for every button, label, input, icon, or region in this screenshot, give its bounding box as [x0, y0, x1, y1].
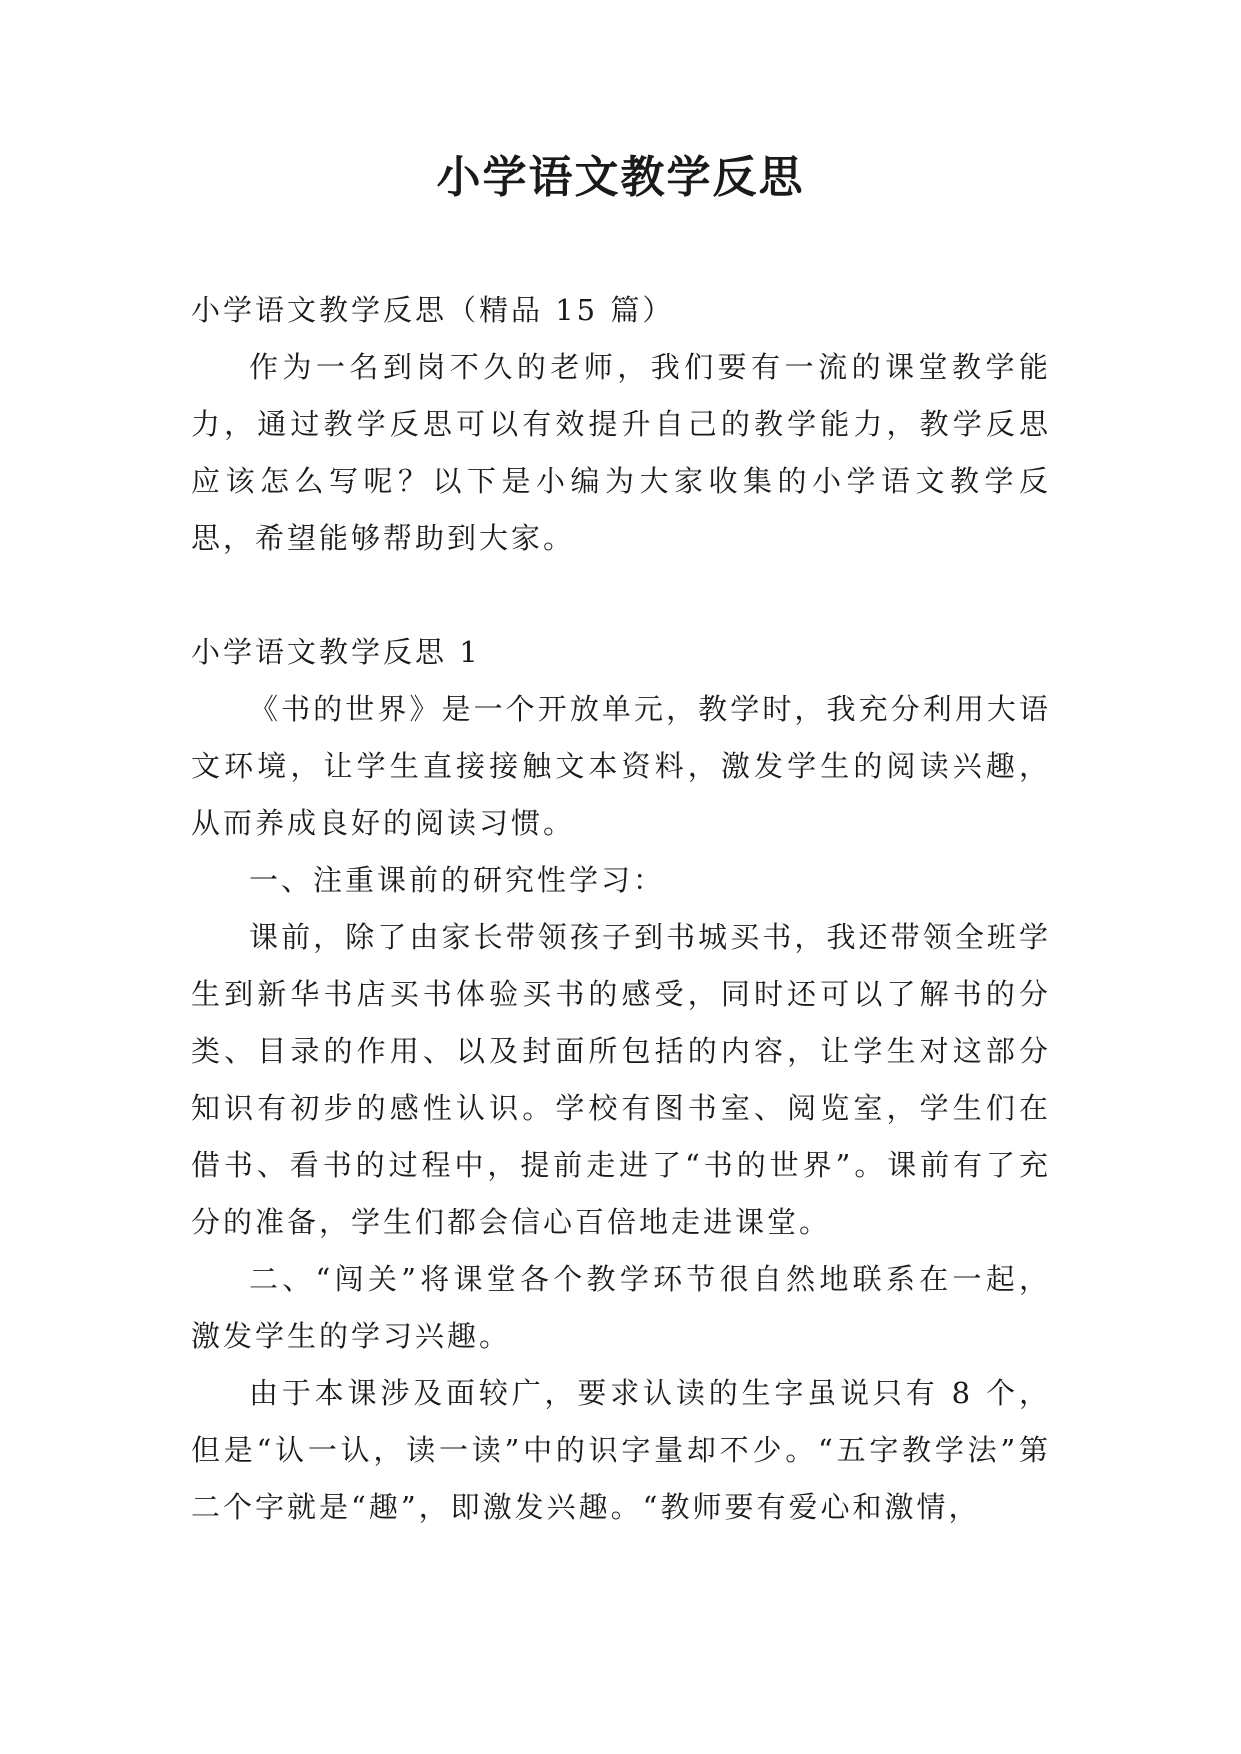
body-paragraph-4: 二、“闯关”将课堂各个教学环节很自然地联系在一起，激发学生的学习兴趣。 [191, 1262, 1051, 1353]
section-spacer [191, 567, 1051, 624]
intro-paragraph: 作为一名到岗不久的老师，我们要有一流的课堂教学能力，通过教学反思可以有效提升自己的教学能力，教学反思应该怎么写呢？以下是小编为大家收集的小学语文教学反思，希望能够帮助到大家。 [191, 350, 1051, 555]
section-heading: 小学语文教学反思 1 [191, 635, 481, 669]
document-body [191, 282, 1051, 1536]
body-paragraph-3: 课前，除了由家长带领孩子到书城买书，我还带领全班学生到新华书店买书体验买书的感受，同时还可以了解书的分类、目录的作用、以及封面所包括的内容，让学生对这部分知识有初步的感性认识。学校有图书室、阅览室，学生们在借书、看书的过程中，提前走进了“书的世界”。课前有了充分的准备，学生们都会信心百倍地走进课堂。 [191, 920, 1051, 1239]
body-paragraph-1: 《书的世界》是一个开放单元，教学时，我充分利用大语文环境，让学生直接接触文本资料，激发学生的阅读兴趣，从而养成良好的阅读习惯。 [191, 692, 1051, 840]
body-paragraph-5: 由于本课涉及面较广，要求认读的生字虽说只有 8 个，但是“认一认，读一读”中的识字量却不少。“五字教学法”第二个字就是“趣”，即激发兴趣。“教师要有爱心和激情， [191, 1376, 1051, 1524]
body-paragraph-2: 一、注重课前的研究性学习： [249, 863, 666, 897]
document-title: 小学语文教学反思 [436, 152, 805, 203]
document-subtitle: 小学语文教学反思（精品 15 篇） [191, 293, 675, 327]
